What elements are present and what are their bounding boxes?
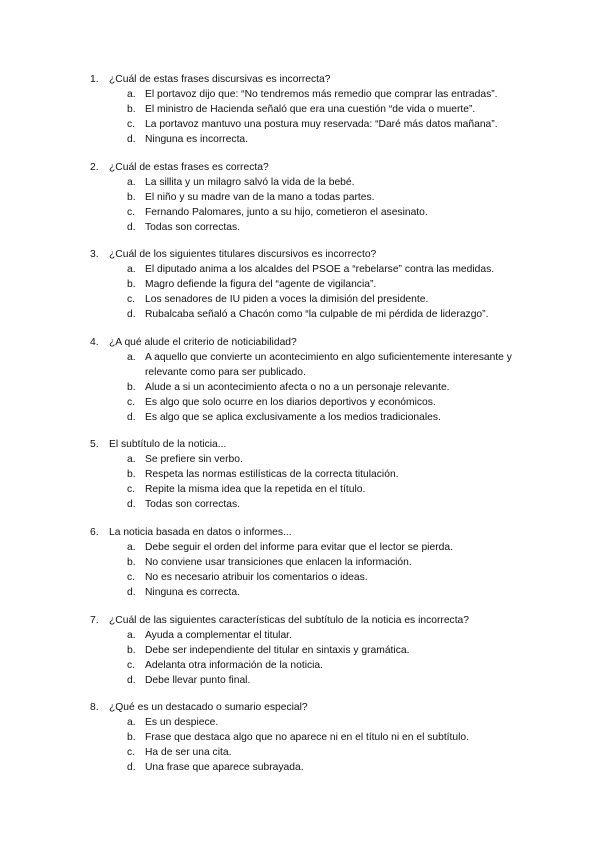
option-text: La sillita y un milagro salvó la vida de la bebé. <box>145 176 355 188</box>
option-letter: a. <box>127 264 136 276</box>
question-text: ¿Cuál de las siguientes características del subtítulo de la noticia es incorrecta? <box>109 614 470 626</box>
question-1 <box>0 72 600 147</box>
option-letter: b. <box>127 556 136 568</box>
option-item <box>0 643 600 658</box>
option-letter: a. <box>127 351 136 363</box>
option-letter: d. <box>127 309 136 321</box>
question-row <box>0 525 600 540</box>
option-item <box>0 190 600 205</box>
option-text: Ninguna es incorrecta. <box>145 134 249 145</box>
option-letter: d. <box>127 221 136 233</box>
option-letter: b. <box>127 279 136 291</box>
option-text: Fernando Palomares, junto a su hijo, cometieron el asesinato. <box>145 206 428 218</box>
question-number: 1. <box>90 74 99 85</box>
option-letter: c. <box>127 206 136 218</box>
option-text: El diputado anima a los alcaldes del PSOE a “rebelarse” contra las medidas. <box>145 264 495 276</box>
option-text: Alude a si un acontecimiento afecta o no a un personaje relevante. <box>145 381 450 393</box>
option-letter: d. <box>127 762 136 774</box>
option-text: Es algo que se aplica exclusivamente a los medios tradicionales. <box>145 411 441 423</box>
option-list <box>0 175 600 235</box>
option-text: Una frase que aparece subrayada. <box>145 762 304 774</box>
option-list <box>0 628 600 688</box>
question-5 <box>0 437 600 512</box>
option-item <box>0 628 600 643</box>
question-number: 4. <box>90 336 99 348</box>
option-text: Es algo que solo ocurre en los diarios deportivos y económicos. <box>145 396 436 408</box>
option-list <box>0 350 600 425</box>
question-number: 5. <box>90 439 99 451</box>
option-item <box>0 570 600 585</box>
question-8 <box>0 700 600 775</box>
question-row <box>0 700 600 715</box>
option-item <box>0 292 600 307</box>
question-row <box>0 335 600 350</box>
option-item <box>0 102 600 117</box>
question-text: ¿Qué es un destacado o sumario especial? <box>109 702 308 714</box>
option-item <box>0 410 600 425</box>
option-item <box>0 132 600 147</box>
question-number: 6. <box>90 526 99 538</box>
question-7 <box>0 613 600 688</box>
option-letter: a. <box>127 541 136 553</box>
option-text: Debe llevar punto final. <box>145 674 251 686</box>
option-text: No conviene usar transiciones que enlacen la información. <box>145 556 412 568</box>
option-list <box>0 262 600 322</box>
option-letter: b. <box>127 469 136 481</box>
option-item <box>0 277 600 292</box>
option-letter: a. <box>127 176 136 188</box>
option-letter: c. <box>127 119 136 130</box>
question-number: 2. <box>90 161 99 173</box>
option-letter: a. <box>127 89 136 100</box>
question-row <box>0 247 600 262</box>
option-text: Todas son correctas. <box>145 499 241 511</box>
option-letter: d. <box>127 499 136 511</box>
option-text: Debe ser independiente del titular en sintaxis y gramática. <box>145 644 410 656</box>
option-item <box>0 307 600 322</box>
option-letter: b. <box>127 191 136 203</box>
option-item <box>0 117 600 132</box>
option-item <box>0 555 600 570</box>
question-number: 3. <box>90 249 99 261</box>
option-item <box>0 220 600 235</box>
option-text: Frase que destaca algo que no aparece ni en el título ni en el subtítulo. <box>145 732 470 744</box>
option-text: Es un despiece. <box>145 717 219 729</box>
question-3 <box>0 247 600 322</box>
option-item <box>0 715 600 730</box>
option-item <box>0 540 600 555</box>
option-item <box>0 262 600 277</box>
question-number: 8. <box>90 702 99 714</box>
option-letter: a. <box>127 629 136 641</box>
option-text: No es necesario atribuir los comentarios o ideas. <box>145 571 368 583</box>
option-text: Ninguna es correcta. <box>145 586 241 598</box>
option-text: Los senadores de IU piden a voces la dimisión del presidente. <box>145 294 429 306</box>
question-list <box>0 72 600 788</box>
option-text: Respeta las normas estilísticas de la correcta titulación. <box>145 469 399 481</box>
question-6 <box>0 525 600 600</box>
option-item <box>0 658 600 673</box>
question-4 <box>0 335 600 425</box>
question-text: ¿Cuál de los siguientes titulares discursivos es incorrecto? <box>109 249 377 261</box>
option-text: El niño y su madre van de la mano a todas partes. <box>145 191 375 203</box>
option-letter: c. <box>127 294 136 306</box>
option-text: Magro defiende la figura del “agente de vigilancia”. <box>145 279 377 291</box>
option-letter: c. <box>127 659 136 671</box>
option-letter: c. <box>127 571 136 583</box>
option-item <box>0 497 600 512</box>
option-text: Se prefiere sin verbo. <box>145 454 243 466</box>
option-letter: c. <box>127 396 136 408</box>
option-item <box>0 760 600 775</box>
option-item <box>0 482 600 497</box>
question-text: El subtítulo de la noticia... <box>109 439 227 451</box>
option-letter: a. <box>127 454 136 466</box>
option-item <box>0 350 600 380</box>
option-item <box>0 585 600 600</box>
option-item <box>0 175 600 190</box>
option-text: Ha de ser una cita. <box>145 747 232 759</box>
option-letter: d. <box>127 674 136 686</box>
option-text: Repite la misma idea que la repetida en el título. <box>145 484 366 496</box>
question-row <box>0 613 600 628</box>
option-item <box>0 395 600 410</box>
option-text: Adelanta otra información de la noticia. <box>145 659 324 671</box>
option-letter: b. <box>127 104 136 115</box>
option-item <box>0 673 600 688</box>
option-text: El portavoz dijo que: “No tendremos más remedio que comprar las entradas”. <box>145 89 498 100</box>
question-row <box>0 160 600 175</box>
option-text: A aquello que convierte un acontecimiento en algo suficientemente interesante y relevante como para ser publicado. <box>145 351 512 378</box>
option-list <box>0 87 600 147</box>
option-letter: d. <box>127 586 136 598</box>
question-row <box>0 437 600 452</box>
option-text: Ayuda a complementar el titular. <box>145 629 292 641</box>
option-letter: b. <box>127 732 136 744</box>
option-letter: c. <box>127 484 136 496</box>
option-text: Rubalcaba señaló a Chacón como “la culpable de mi pérdida de liderazgo”. <box>145 309 489 321</box>
option-item <box>0 205 600 220</box>
option-item <box>0 452 600 467</box>
option-letter: a. <box>127 717 136 729</box>
option-letter: c. <box>127 747 136 759</box>
question-text: La noticia basada en datos o informes... <box>109 526 292 538</box>
question-text: ¿Cuál de estas frases discursivas es incorrecta? <box>109 74 331 85</box>
option-letter: b. <box>127 381 136 393</box>
option-item <box>0 730 600 745</box>
option-item <box>0 87 600 102</box>
option-list <box>0 540 600 600</box>
option-item <box>0 467 600 482</box>
question-number: 7. <box>90 614 99 626</box>
question-2 <box>0 160 600 235</box>
option-letter: d. <box>127 134 136 145</box>
question-row <box>0 72 600 87</box>
option-text: Todas son correctas. <box>145 221 241 233</box>
question-text: ¿A qué alude el criterio de noticiabilidad? <box>109 336 297 348</box>
question-text: ¿Cuál de estas frases es correcta? <box>109 161 269 173</box>
option-item <box>0 380 600 395</box>
option-letter: b. <box>127 644 136 656</box>
option-item <box>0 745 600 760</box>
option-text: Debe seguir el orden del informe para evitar que el lector se pierda. <box>145 541 453 553</box>
option-list <box>0 452 600 512</box>
option-text: El ministro de Hacienda señaló que era una cuestión “de vida o muerte”. <box>145 104 476 115</box>
option-list <box>0 715 600 775</box>
option-letter: d. <box>127 411 136 423</box>
option-text: La portavoz mantuvo una postura muy reservada: “Daré más datos mañana”. <box>145 119 498 130</box>
